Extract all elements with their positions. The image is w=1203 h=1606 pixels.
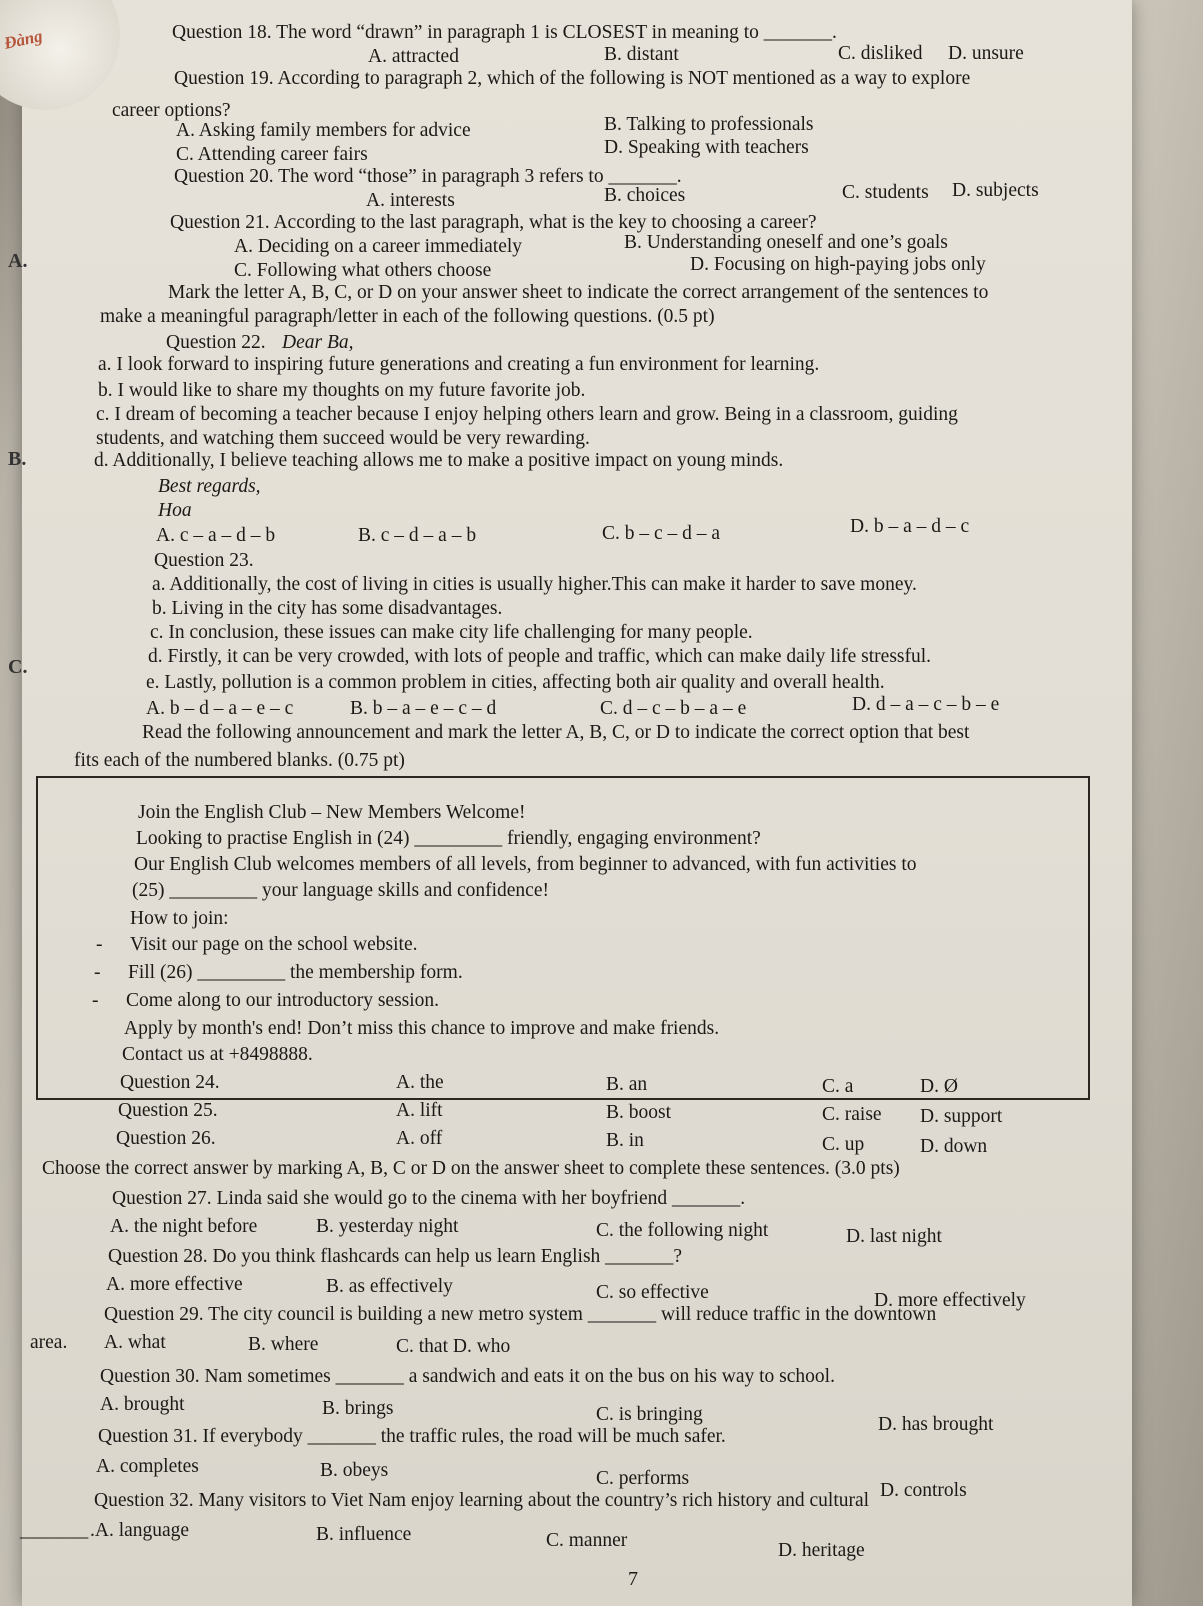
q22-option-a: A. c – a – d – b: [156, 525, 276, 546]
q21-option-c: C. Following what others choose: [234, 260, 492, 281]
q29-option-a: A. what: [104, 1332, 166, 1353]
q23-sentence-e: e. Lastly, pollution is a common problem in cities, affecting both air quality and overall health.: [146, 672, 885, 693]
q29-option-cd: C. that D. who: [396, 1336, 511, 1357]
q25-option-c: C. raise: [822, 1104, 882, 1125]
q29-stem: Question 29. The city council is building a new metro system _______ will reduce traffic in the downtown: [104, 1304, 937, 1325]
q18-option-d: D. unsure: [948, 43, 1024, 64]
section-complete-instruction: Choose the correct answer by marking A, B, C or D on the answer sheet to complete these sentences. (3.0 pts): [42, 1158, 900, 1179]
q21-option-b: B. Understanding oneself and one’s goals: [624, 232, 948, 253]
page-number: 7: [628, 1568, 638, 1590]
q26-label: Question 26.: [116, 1128, 216, 1149]
q18-option-a: A. attracted: [368, 46, 459, 67]
q23-option-d: D. d – a – c – b – e: [852, 694, 1000, 715]
announcement-step-3: Come along to our introductory session.: [126, 990, 440, 1011]
section-arrange-instruction: Mark the letter A, B, C, or D on your answer sheet to indicate the correct arrangement of the sentences to: [168, 282, 989, 303]
q32-option-a: .A. language: [90, 1520, 190, 1541]
section-announce-instruction-cont: fits each of the numbered blanks. (0.75 pt): [74, 750, 405, 771]
q32-option-c: C. manner: [546, 1530, 628, 1551]
q21-option-d: D. Focusing on high-paying jobs only: [690, 254, 986, 275]
announcement-contact: Contact us at +8498888.: [122, 1044, 313, 1065]
q28-option-d: D. more effectively: [874, 1290, 1026, 1311]
q32-option-b: B. influence: [316, 1524, 412, 1545]
margin-mark-b: B.: [8, 448, 27, 470]
q24-option-a: A. the: [396, 1072, 444, 1093]
q22-signature: Hoa: [158, 500, 192, 521]
q22-option-d: D. b – a – d – c: [850, 516, 970, 537]
q22-option-c: C. b – c – d – a: [602, 523, 721, 544]
q22-closing: Best regards,: [158, 476, 261, 497]
q28-option-a: A. more effective: [106, 1274, 243, 1295]
q22-sentence-c-cont: students, and watching them succeed would be very rewarding.: [96, 428, 590, 449]
q23-option-b: B. b – a – e – c – d: [350, 698, 497, 719]
q20-option-a: A. interests: [366, 190, 455, 211]
q20-option-b: B. choices: [604, 185, 686, 206]
q31-option-d: D. controls: [880, 1480, 967, 1501]
q29-stem-cont: area.: [30, 1332, 68, 1353]
announcement-step-1-bullet: -: [96, 934, 103, 955]
q26-option-a: A. off: [396, 1128, 443, 1149]
q22-sentence-c: c. I dream of becoming a teacher because I enjoy helping others learn and grow. Being in a classroom, guiding: [96, 404, 958, 425]
q22-sentence-a: a. I look forward to inspiring future generations and creating a fun environment for learning.: [98, 354, 820, 375]
q22-greeting: Dear Ba,: [282, 332, 354, 353]
announcement-line-welcome: Our English Club welcomes members of all levels, from beginner to advanced, with fun activities to: [134, 854, 917, 875]
q18-option-b: B. distant: [604, 44, 679, 65]
q28-stem: Question 28. Do you think flashcards can help us learn English _______?: [108, 1246, 683, 1267]
q23-option-c: C. d – c – b – a – e: [600, 698, 747, 719]
q22-option-b: B. c – d – a – b: [358, 525, 477, 546]
q27-option-b: B. yesterday night: [316, 1216, 459, 1237]
announcement-title: Join the English Club – New Members Welcome!: [138, 802, 526, 823]
q25-option-a: A. lift: [396, 1100, 443, 1121]
q30-option-b: B. brings: [322, 1398, 394, 1419]
q32-stem: Question 32. Many visitors to Viet Nam enjoy learning about the country’s rich history and cultural: [94, 1490, 870, 1511]
q23-title: Question 23.: [154, 550, 254, 571]
q27-option-a: A. the night before: [110, 1216, 258, 1237]
q20-stem: Question 20. The word “those” in paragraph 3 refers to _______.: [174, 166, 682, 187]
margin-mark-a: A.: [8, 250, 28, 272]
q23-sentence-c: c. In conclusion, these issues can make city life challenging for many people.: [150, 622, 753, 643]
q30-option-d: D. has brought: [878, 1414, 994, 1435]
q31-stem: Question 31. If everybody _______ the traffic rules, the road will be much safer.: [98, 1426, 726, 1447]
section-arrange-instruction-cont: make a meaningful paragraph/letter in each of the following questions. (0.5 pt): [100, 306, 715, 327]
q19-stem-cont: career options?: [112, 100, 231, 121]
q18-option-c: C. disliked: [838, 43, 923, 64]
q28-option-c: C. so effective: [596, 1282, 709, 1303]
q24-option-d: D. Ø: [920, 1076, 958, 1097]
q20-option-d: D. subjects: [952, 180, 1039, 201]
q19-option-d: D. Speaking with teachers: [604, 137, 809, 158]
q26-option-d: D. down: [920, 1136, 988, 1157]
q24-label: Question 24.: [120, 1072, 220, 1093]
q31-option-c: C. performs: [596, 1468, 690, 1489]
q26-option-b: B. in: [606, 1130, 644, 1151]
q23-sentence-a: a. Additionally, the cost of living in cities is usually higher.This can make it harder to save money.: [152, 574, 917, 595]
q26-option-c: C. up: [822, 1134, 865, 1155]
q20-option-c: C. students: [842, 182, 929, 203]
announcement-apply: Apply by month's end! Don’t miss this chance to improve and make friends.: [124, 1018, 720, 1039]
q21-stem: Question 21. According to the last paragraph, what is the key to choosing a career?: [170, 212, 817, 233]
section-announce-instruction: Read the following announcement and mark the letter A, B, C, or D to indicate the correct option that best: [142, 722, 970, 743]
q27-option-d: D. last night: [846, 1226, 942, 1247]
q23-sentence-d: d. Firstly, it can be very crowded, with lots of people and traffic, which can make daily life stressful.: [148, 646, 932, 667]
margin-mark-c: C.: [8, 656, 28, 678]
q29-option-b: B. where: [248, 1334, 319, 1355]
announcement-line-24: Looking to practise English in (24) _________ friendly, engaging environment?: [136, 828, 761, 849]
announcement-step-2-bullet: -: [94, 962, 101, 983]
announcement-step-2: Fill (26) _________ the membership form.: [128, 962, 463, 983]
q27-stem: Question 27. Linda said she would go to the cinema with her boyfriend _______.: [112, 1188, 746, 1209]
cup-logo: Đàng: [2, 26, 45, 53]
q30-option-a: A. brought: [100, 1394, 185, 1415]
q23-sentence-b: b. Living in the city has some disadvantages.: [152, 598, 503, 619]
q31-option-a: A. completes: [96, 1456, 199, 1477]
q24-option-b: B. an: [606, 1074, 648, 1095]
q31-option-b: B. obeys: [320, 1460, 389, 1481]
q27-option-c: C. the following night: [596, 1220, 769, 1241]
q23-option-a: A. b – d – a – e – c: [146, 698, 294, 719]
announcement-line-25: (25) _________ your language skills and confidence!: [132, 880, 549, 901]
q28-option-b: B. as effectively: [326, 1276, 453, 1297]
q22-sentence-d: d. Additionally, I believe teaching allows me to make a positive impact on young minds.: [94, 450, 784, 471]
q30-stem: Question 30. Nam sometimes _______ a sandwich and eats it on the bus on his way to school.: [100, 1366, 835, 1387]
announcement-step-1: Visit our page on the school website.: [130, 934, 418, 955]
q25-label: Question 25.: [118, 1100, 218, 1121]
announcement-how-to-join: How to join:: [130, 908, 229, 929]
q25-option-b: B. boost: [606, 1102, 672, 1123]
q24-option-c: C. a: [822, 1076, 854, 1097]
q32-option-d: D. heritage: [778, 1540, 865, 1561]
q19-option-a: A. Asking family members for advice: [176, 120, 471, 141]
q25-option-d: D. support: [920, 1106, 1003, 1127]
q22-sentence-b: b. I would like to share my thoughts on my future favorite job.: [98, 380, 586, 401]
q19-option-b: B. Talking to professionals: [604, 114, 814, 135]
q19-option-c: C. Attending career fairs: [176, 144, 368, 165]
q30-option-c: C. is bringing: [596, 1404, 703, 1425]
q18-stem: Question 18. The word “drawn” in paragraph 1 is CLOSEST in meaning to _______.: [172, 22, 837, 43]
q32-blank: _______: [20, 1520, 89, 1541]
announcement-step-3-bullet: -: [92, 990, 99, 1011]
q22-title: Question 22.: [166, 332, 266, 353]
q21-option-a: A. Deciding on a career immediately: [234, 236, 523, 257]
q19-stem: Question 19. According to paragraph 2, which of the following is NOT mentioned as a way to explore: [174, 68, 971, 89]
